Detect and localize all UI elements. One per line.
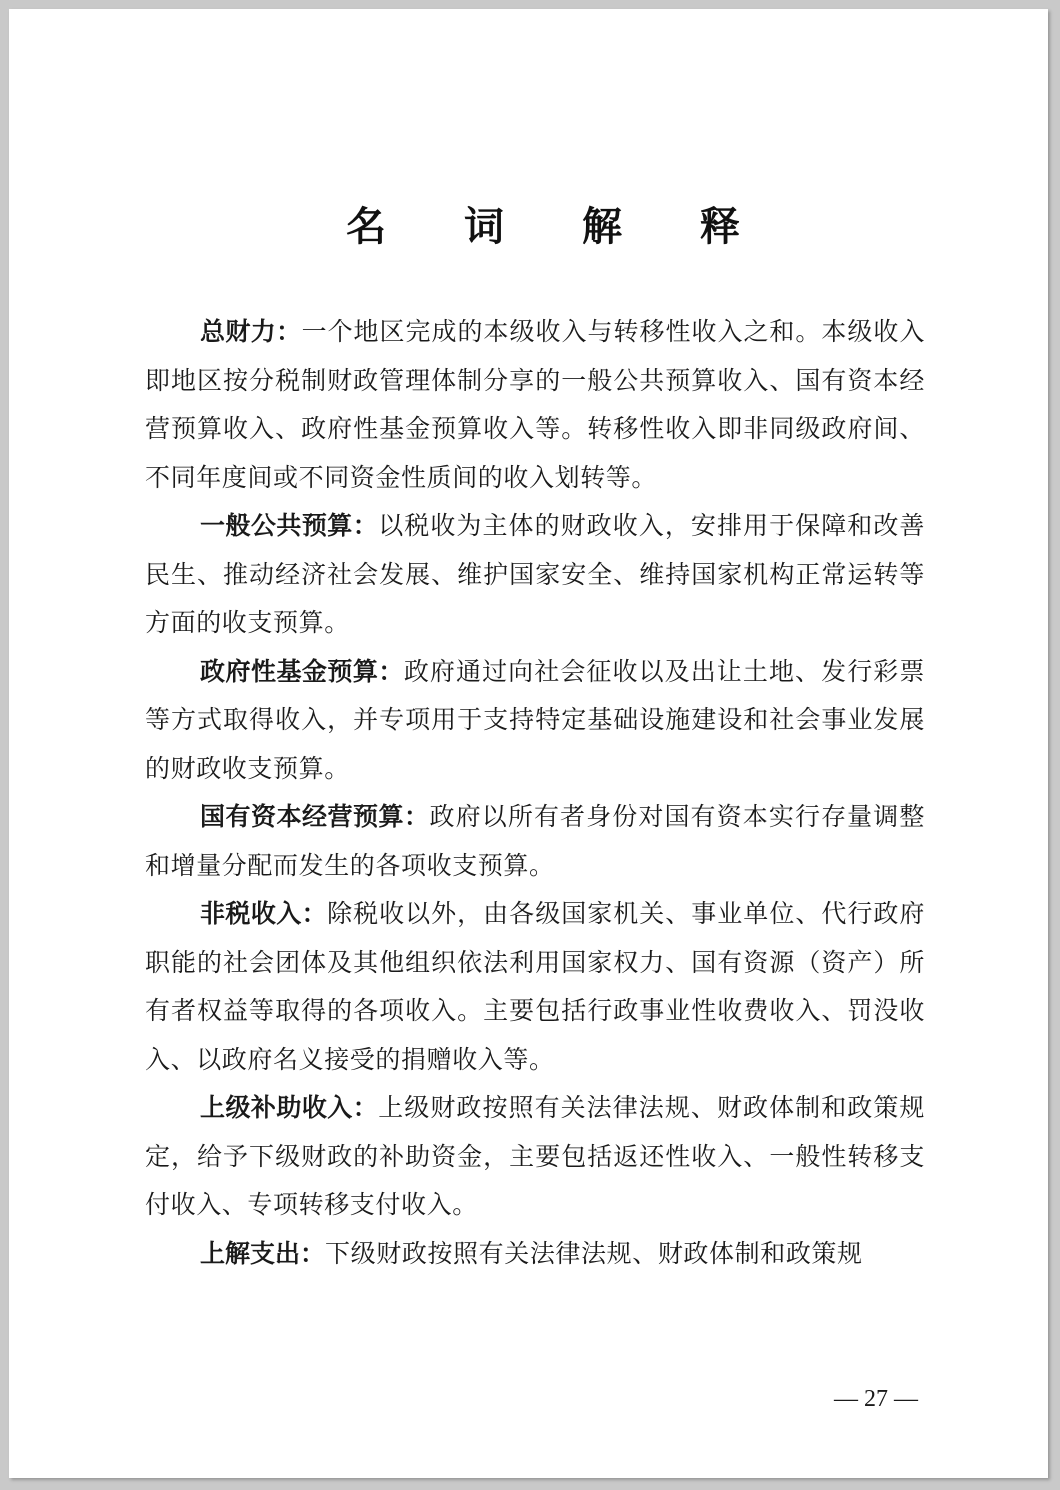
glossary-entry-superior-subsidy-revenue bbox=[145, 1084, 925, 1230]
glossary-definition: 下级财政按照有关法律法规、财政体制和政策规 bbox=[325, 1238, 863, 1268]
glossary-definition: 上级财政按照有关法律法规、财政体制和政策规定，给予下级财政的补助资金，主要包括返还性收入、一般性转移支付收入、专项转移支付收入。 bbox=[145, 1093, 925, 1219]
glossary-term: 国有资本经营预算： bbox=[200, 802, 430, 831]
glossary-entry-remittance-expenditure bbox=[145, 1230, 925, 1279]
glossary-entry-total-fiscal-capacity bbox=[145, 308, 925, 502]
glossary-entry-state-capital-budget bbox=[145, 793, 925, 890]
glossary-definition: 以税收为主体的财政收入，安排用于保障和改善民生、推动经济社会发展、维护国家安全、维持国家机构正常运转等方面的收支预算。 bbox=[145, 511, 925, 637]
glossary-definition: 除税收以外，由各级国家机关、事业单位、代行政府职能的社会团体及其他组织依法利用国家权力、国有资源（资产）所有者权益等取得的各项收入。主要包括行政事业性收费收入、罚没收入、以政府名义接受的捐赠收入等。 bbox=[145, 899, 925, 1074]
glossary-body bbox=[145, 308, 925, 1278]
glossary-entry-general-public-budget bbox=[145, 502, 925, 648]
glossary-entry-government-fund-budget bbox=[145, 648, 925, 794]
page-number: — 27 — bbox=[834, 1386, 918, 1412]
glossary-definition: 政府以所有者身份对国有资本实行存量调整和增量分配而发生的各项收支预算。 bbox=[145, 802, 925, 880]
glossary-definition: 一个地区完成的本级收入与转移性收入之和。本级收入即地区按分税制财政管理体制分享的一般公共预算收入、国有资本经营预算收入、政府性基金预算收入等。转移性收入即非同级政府间、不同年度间或不同资金性质间的收入划转等。 bbox=[145, 317, 925, 492]
glossary-term: 上解支出： bbox=[200, 1238, 326, 1268]
page-title: 名 词 解 释 bbox=[346, 203, 772, 250]
document-page bbox=[9, 9, 1048, 1478]
glossary-term: 非税收入： bbox=[200, 899, 328, 928]
glossary-term: 政府性基金预算： bbox=[200, 656, 404, 686]
glossary-entry-non-tax-revenue bbox=[145, 890, 925, 1084]
glossary-term: 总财力： bbox=[200, 317, 302, 346]
glossary-term: 一般公共预算： bbox=[200, 511, 379, 540]
glossary-definition: 政府通过向社会征收以及出让土地、发行彩票等方式取得收入，并专项用于支持特定基础设施建设和社会事业发展的财政收支预算。 bbox=[145, 656, 925, 783]
glossary-term: 上级补助收入： bbox=[200, 1093, 379, 1122]
